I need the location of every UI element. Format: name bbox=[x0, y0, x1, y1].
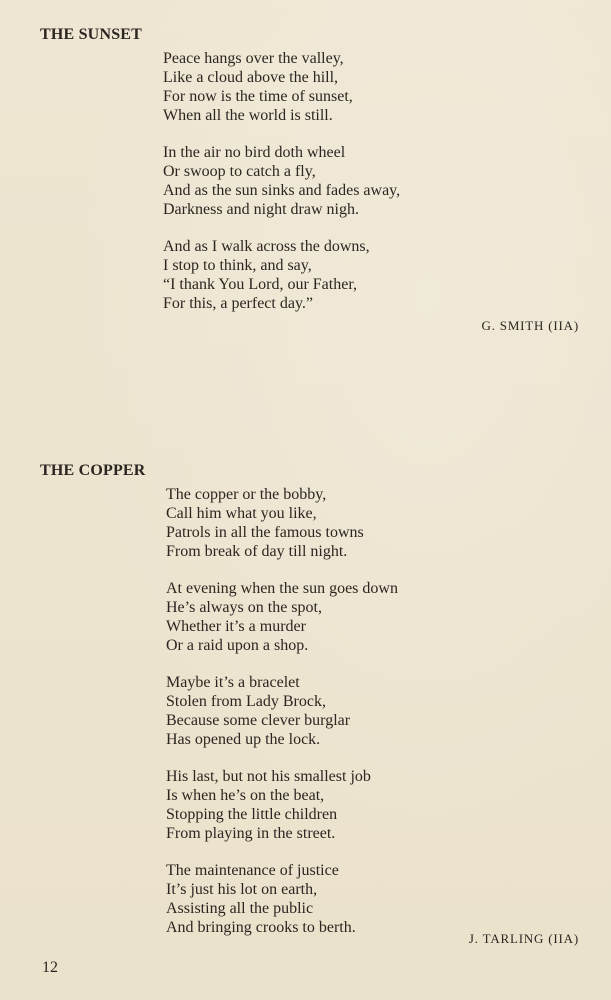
stanza bbox=[166, 579, 398, 655]
poem-line: “I thank You Lord, our Father, bbox=[163, 276, 357, 293]
poem-line: In the air no bird doth wheel bbox=[163, 144, 346, 161]
poem-line: And bringing crooks to berth. bbox=[166, 919, 356, 936]
poem-line: And as the sun sinks and fades away, bbox=[163, 182, 401, 199]
poem-line: Call him what you like, bbox=[166, 505, 317, 522]
stanza bbox=[166, 767, 398, 843]
page-number: 12 bbox=[42, 959, 58, 976]
poem-author-copper: J. TARLING (IIA) bbox=[468, 931, 579, 946]
poem-line: For this, a perfect day.” bbox=[163, 295, 314, 312]
poem-line: Whether it’s a murder bbox=[166, 618, 306, 635]
poem-line: The copper or the bobby, bbox=[166, 486, 327, 503]
poem-title-sunset: THE SUNSET bbox=[40, 26, 143, 43]
poem-author-sunset: G. SMITH (IIA) bbox=[481, 318, 579, 333]
stanza bbox=[166, 485, 398, 561]
poem-line: He’s always on the spot, bbox=[166, 599, 322, 616]
poem-line: When all the world is still. bbox=[163, 107, 333, 124]
poem-body-sunset bbox=[163, 49, 400, 331]
stanza bbox=[166, 861, 398, 937]
poem-line: Like a cloud above the hill, bbox=[163, 69, 339, 86]
poem-line: The maintenance of justice bbox=[166, 862, 339, 879]
poem-line: I stop to think, and say, bbox=[163, 257, 312, 274]
poem-line: Stopping the little children bbox=[166, 806, 338, 823]
poem-line: And as I walk across the downs, bbox=[163, 238, 370, 255]
poem-line: Because some clever burglar bbox=[166, 712, 351, 729]
poem-line: Patrols in all the famous towns bbox=[166, 524, 364, 541]
poem-line: Darkness and night draw nigh. bbox=[163, 201, 359, 218]
poem-line: Or a raid upon a shop. bbox=[166, 637, 309, 654]
poem-line: For now is the time of sunset, bbox=[163, 88, 353, 105]
stanza bbox=[163, 143, 400, 219]
poem-line: Assisting all the public bbox=[166, 900, 314, 917]
poem-line: His last, but not his smallest job bbox=[166, 768, 371, 785]
poem-line: From playing in the street. bbox=[166, 825, 336, 842]
stanza bbox=[163, 237, 400, 313]
poem-line: Is when he’s on the beat, bbox=[166, 787, 325, 804]
poem-body-copper bbox=[166, 485, 398, 955]
poem-line: Has opened up the lock. bbox=[166, 731, 321, 748]
poem-line: Or swoop to catch a fly, bbox=[163, 163, 316, 180]
poem-line: Stolen from Lady Brock, bbox=[166, 693, 326, 710]
poem-line: Peace hangs over the valley, bbox=[163, 50, 344, 67]
poem-line: It’s just his lot on earth, bbox=[166, 881, 318, 898]
stanza bbox=[163, 49, 400, 125]
poem-title-copper: THE COPPER bbox=[40, 462, 146, 479]
poem-line: At evening when the sun goes down bbox=[166, 580, 398, 597]
poem-line: From break of day till night. bbox=[166, 543, 348, 560]
poem-line: Maybe it’s a bracelet bbox=[166, 674, 300, 691]
stanza bbox=[166, 673, 398, 749]
